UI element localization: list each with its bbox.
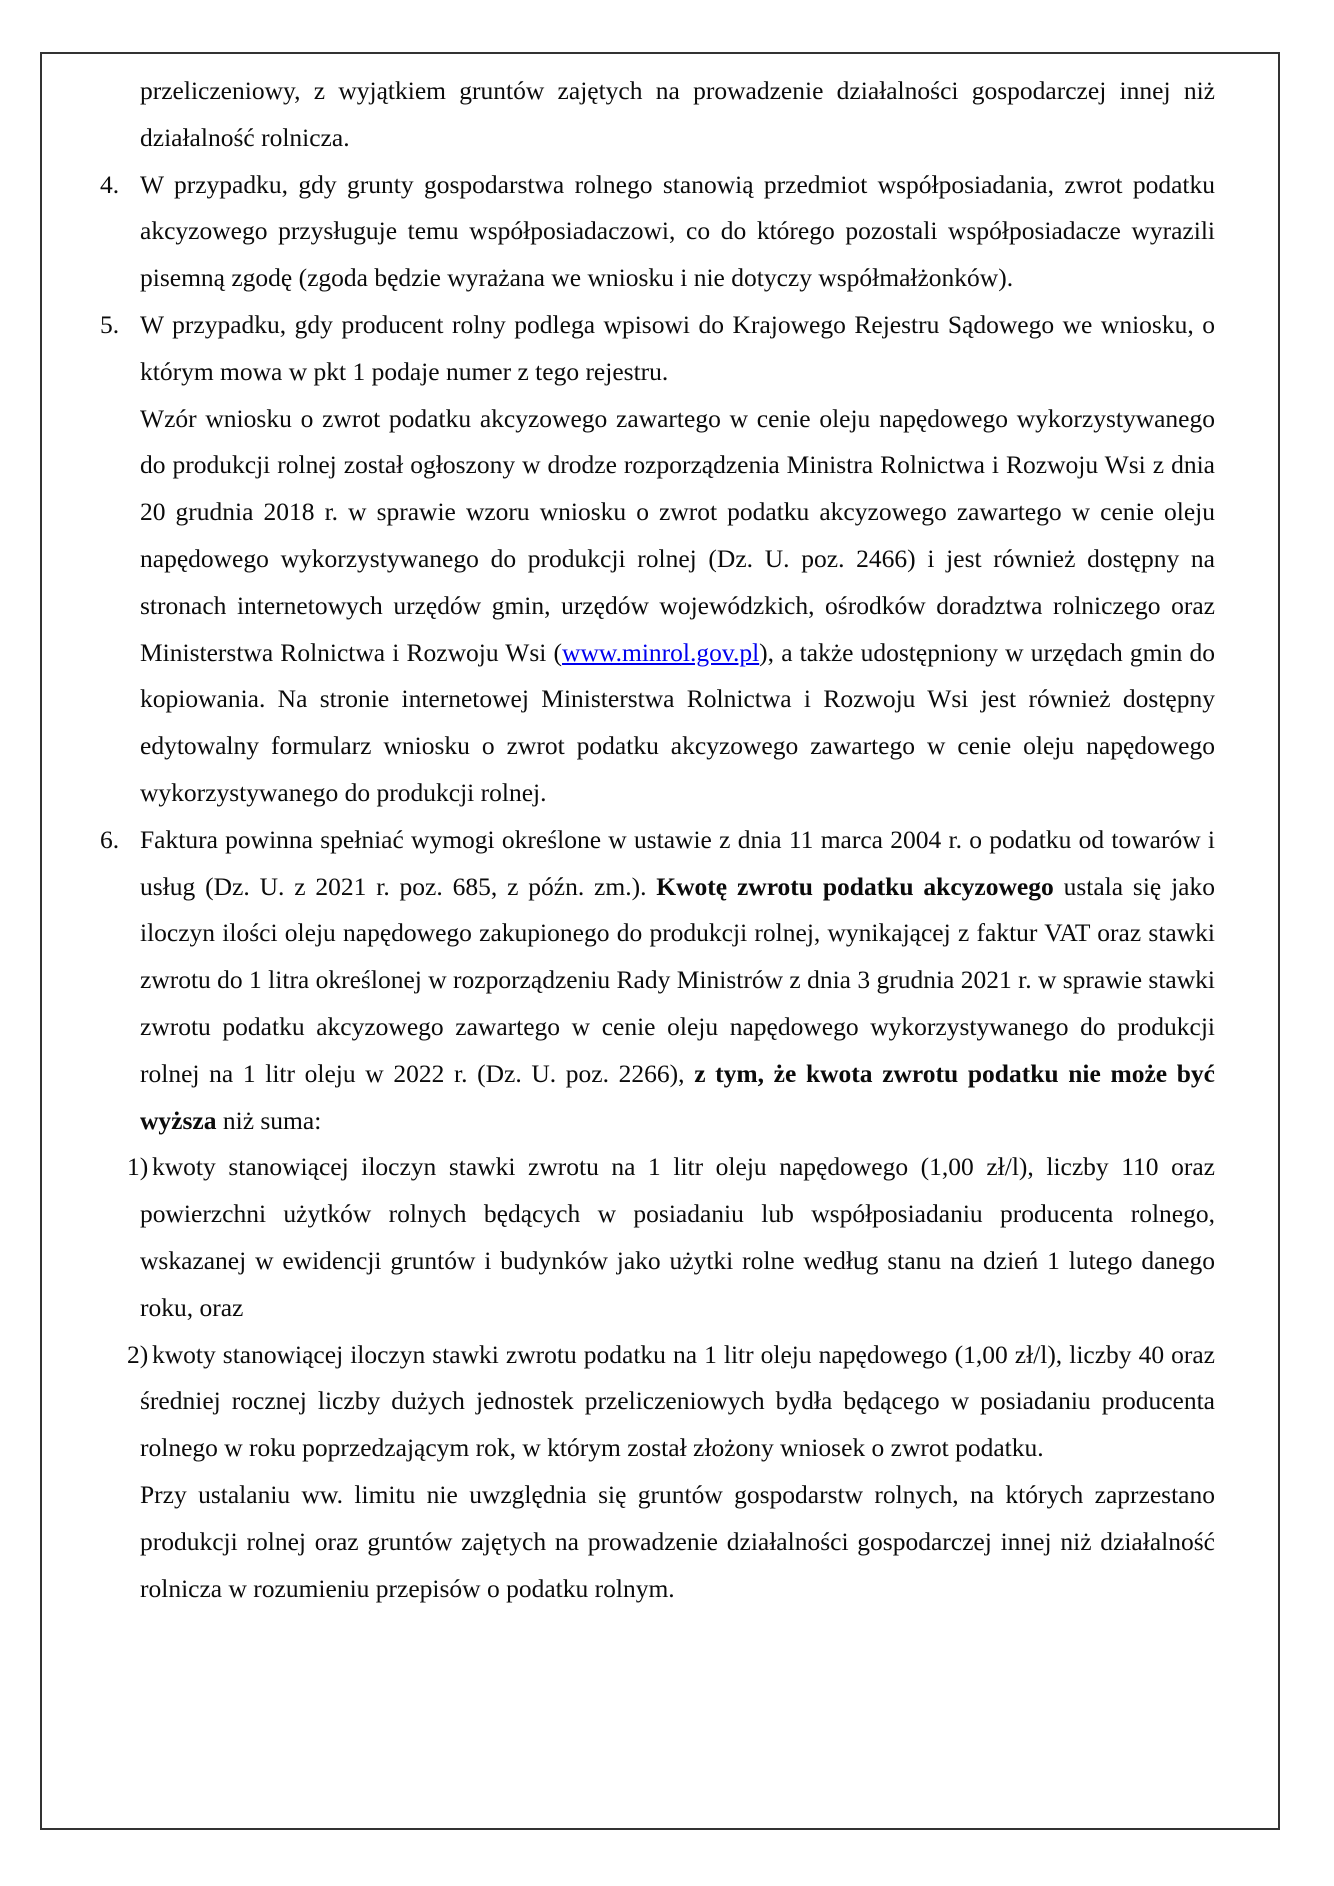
sub-item-2-marker: 2) — [127, 1339, 149, 1369]
sub-item-1 — [127, 1144, 1215, 1331]
list-item-5-text: W przypadku, gdy producent rolny podlega wpisowi do Krajowego Rejestru Sądowego we wniosku, o którym mowa w pkt 1 podaje numer z tego rejestru. — [140, 309, 1215, 386]
list-item-4-text: W przypadku, gdy grunty gospodarstwa rolnego stanowią przedmiot współposiadania, zwrot podatku akcyzowego przysługuje temu współposiadaczowi, co do którego pozostali współposiadacze wyrazili pisemną zgodę (zgoda będzie wyrażana we wniosku i nie dotyczy współmałżonków). — [140, 169, 1215, 293]
document-text — [100, 68, 1215, 1612]
sub-item-1-text: kwoty stanowiącej iloczyn stawki zwrotu na 1 litr oleju napędowego (1,00 zł/l), liczby 110 oraz powierzchni użytków rolnych będących w posiadaniu lub współposiadaniu producenta rolnego, wskazanej w ewidencji gruntów i budynków jako użytki rolne według stanu na dzień 1 lutego danego roku, oraz — [140, 1152, 1215, 1322]
paragraph-limit-note: Przy ustalaniu ww. limitu nie uwzględnia się gruntów gospodarstw rolnych, na których zaprzestano produkcji rolnej oraz gruntów zajętych na prowadzenie działalności gospodarczej innej niż działalność rolnicza w rozumieniu przepisów o podatku rolnym. — [140, 1479, 1215, 1603]
list-item-6-bold-limit: z tym, że kwota zwrotu podatku nie może być wyższa — [140, 1058, 1215, 1135]
paragraph-wzor-text-before-link: Wzór wniosku o zwrot podatku akcyzowego zawartego w cenie oleju napędowego wykorzystywanego do produkcji rolnej został ogłoszony w drodze rozporządzenia Ministra Rolnictwa i Rozwoju Wsi z dnia 20 grudnia 2018 r. w sprawie wzoru wniosku o zwrot podatku akcyzowego zawartego w cenie oleju napędowego wykorzystywanego do produkcji rolnej (Dz. U. poz. 2466) i jest również dostępny na stronach internetowych urzędów gmin, urzędów wojewódzkich, ośrodków doradztwa rolniczego oraz Ministerstwa Rolnictwa i Rozwoju Wsi ( — [140, 403, 1215, 667]
list-item-4-marker: 4. — [100, 169, 120, 199]
sub-item-2-text: kwoty stanowiącej iloczyn stawki zwrotu podatku na 1 litr oleju napędowego (1,00 zł/l), liczby 40 oraz średniej rocznej liczby dużych jednostek przeliczeniowych bydła będącego w posiadaniu producenta rolnego w roku poprzedzającym rok, w którym został złożony wniosek o zwrot podatku. — [140, 1339, 1215, 1463]
minrol-gov-pl-link[interactable]: www.minrol.gov.pl — [562, 637, 760, 667]
list-item-5-marker: 5. — [100, 309, 120, 339]
sub-item-1-marker: 1) — [127, 1152, 149, 1182]
list-item-4 — [100, 162, 1215, 302]
list-item-6-text-part1: Faktura powinna spełniać wymogi określone w ustawie z dnia 11 marca 2004 r. o podatku od towarów i usług (Dz. U. z 2021 r. poz. 685, z późn. zm.). — [140, 824, 1215, 901]
list-item-6 — [100, 817, 1215, 1145]
list-item-6-text-part2: ustala się jako iloczyn ilości oleju napędowego zakupionego do produkcji rolnej, wynikającej z faktur VAT oraz stawki zwrotu do 1 litra określonej w rozporządzeniu Rady Ministrów z dnia 3 grudnia 2021 r. w sprawie stawki zwrotu podatku akcyzowego zawartego w cenie oleju napędowego wykorzystywanego do produkcji rolnej na 1 litr oleju w 2022 r. (Dz. U. poz. 2266), — [140, 871, 1215, 1088]
list-item-6-bold-kwota-zwrotu: Kwotę zwrotu podatku akcyzowego — [656, 871, 1054, 901]
paragraph-continuation: przeliczeniowy, z wyjątkiem gruntów zajętych na prowadzenie działalności gospodarczej innej niż działalność rolnicza. — [140, 76, 1215, 152]
paragraph-wzor-text-after-link: ), a także udostępniony w urzędach gmin do kopiowania. Na stronie internetowej Ministerstwa Rolnictwa i Rozwoju Wsi jest również dostępny edytowalny formularz wniosku o zwrot podatku akcyzowego zawartego w cenie oleju napędowego wykorzystywanego do produkcji rolnej. — [140, 637, 1215, 807]
sub-item-2 — [127, 1332, 1215, 1472]
list-item-6-marker: 6. — [100, 824, 120, 854]
list-item-5 — [100, 302, 1215, 396]
list-item-6-text-part3: niż suma: — [216, 1105, 322, 1135]
paragraph-wzor-wniosku — [140, 396, 1215, 817]
